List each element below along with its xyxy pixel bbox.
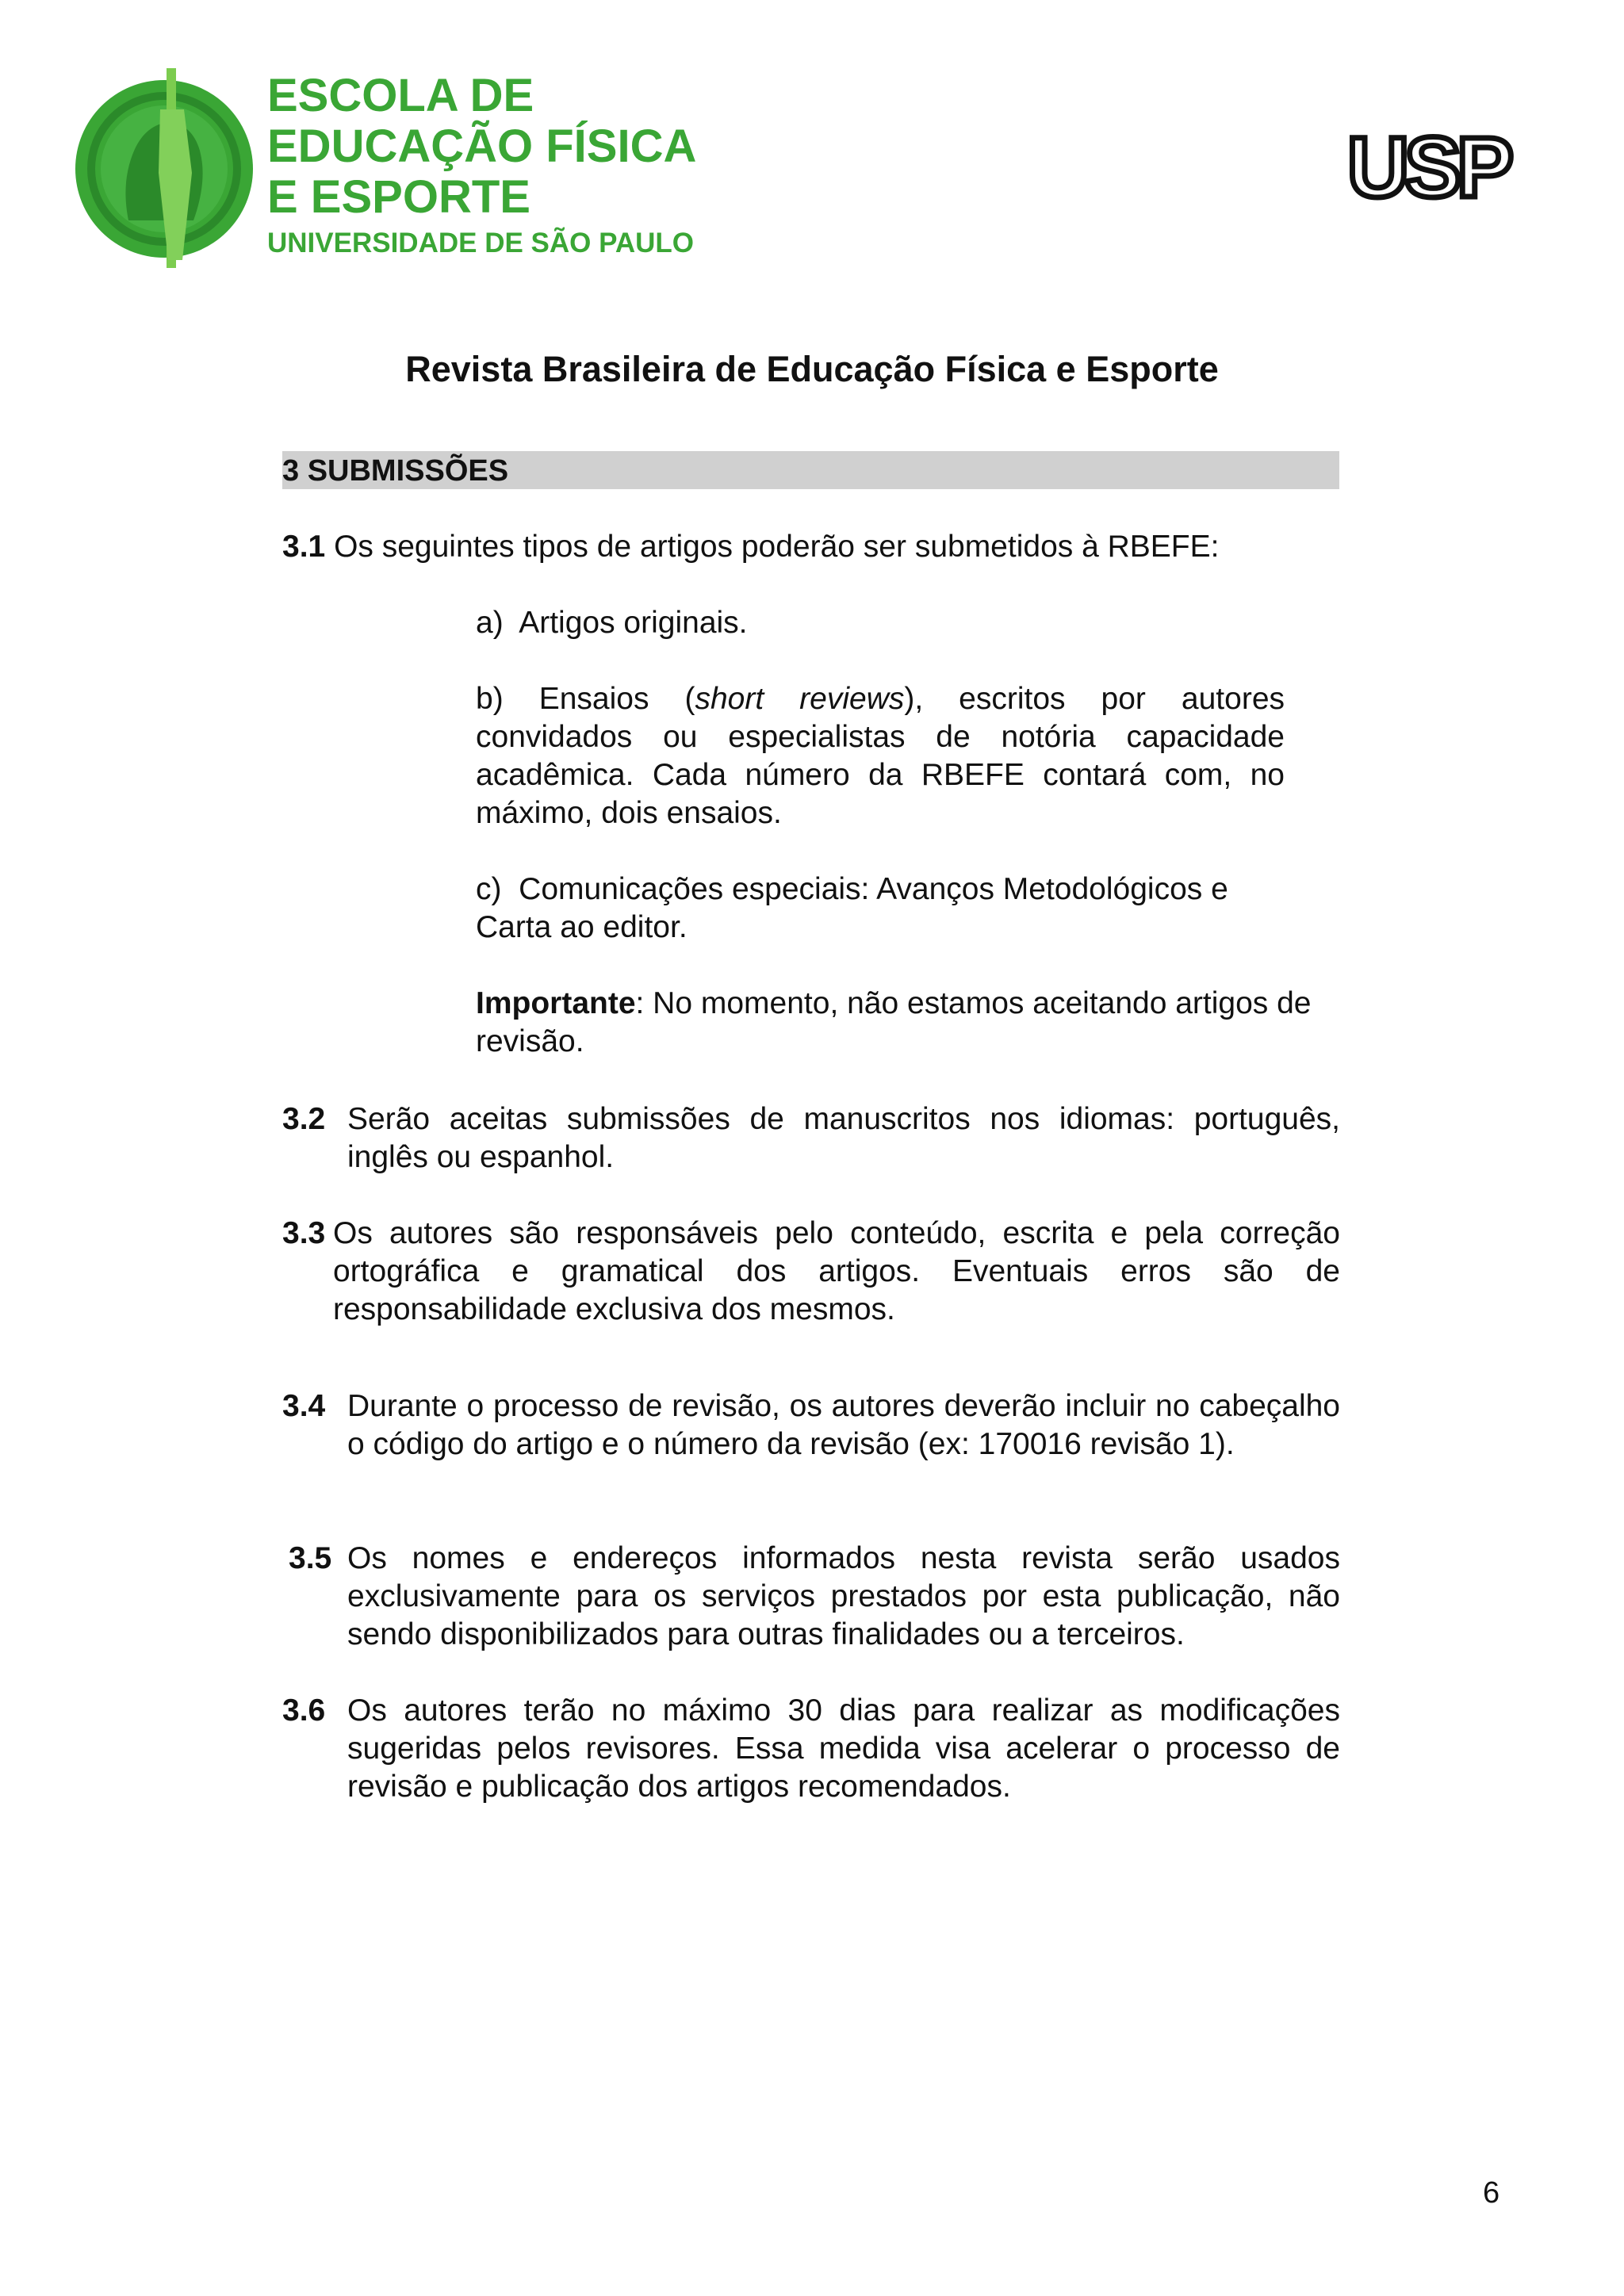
important-label: Importante <box>476 986 636 1020</box>
list-text-italic: short reviews <box>695 682 905 716</box>
svg-text:E ESPORTE: E ESPORTE <box>267 171 530 223</box>
svg-text:UNIVERSIDADE DE SÃO PAULO: UNIVERSIDADE DE SÃO PAULO <box>267 228 695 258</box>
item-3-3-number: 3.3 <box>282 1216 326 1250</box>
item-text: Os seguintes tipos de artigos poderão ser submetidos à RBEFE: <box>334 530 1220 564</box>
eefe-logo <box>73 62 697 276</box>
item-3-1 <box>282 528 1345 566</box>
important-text: : No momento, não estamos aceitando artigos de revisão. <box>476 986 1312 1058</box>
list-marker: a) <box>476 606 504 640</box>
item-3-4: Durante o processo de revisão, os autores deverão incluir no cabeçalho o código do artigo e o número da revisão (ex: 170016 revisão 1). <box>347 1389 1340 1461</box>
item-3-2: Serão aceitas submissões de manuscritos nos idiomas: português, inglês ou espanhol. <box>347 1102 1340 1174</box>
item-3-5-number: 3.5 <box>289 1541 332 1575</box>
item-3-3: Os autores são responsáveis pelo conteúdo, escrita e pela correção ortográfica e gramatical dos artigos. Eventuais erros são de responsabilidade exclusiva dos mesmos. <box>333 1216 1340 1326</box>
section-header-bar <box>282 451 1339 489</box>
list-marker: c) <box>476 872 502 906</box>
item-number: 3.1 <box>282 530 326 564</box>
list-item-b <box>476 680 1285 832</box>
svg-text:EDUCAÇÃO FÍSICA: EDUCAÇÃO FÍSICA <box>267 121 697 172</box>
page-number: 6 <box>1483 2176 1500 2210</box>
list-text-post: ), escritos por autores convidados ou especialistas de notória capacidade acadêmica. Cada número da RBEFE contará com, no máximo, dois ensaios. <box>476 682 1285 830</box>
usp-logo <box>1329 119 1527 215</box>
list-item-c <box>476 871 1285 947</box>
item-3-2-number: 3.2 <box>282 1102 326 1136</box>
list-item-a <box>476 604 1285 642</box>
list-text: Comunicações especiais: Avanços Metodológicos e Carta ao editor. <box>476 872 1228 944</box>
journal-title: Revista Brasileira de Educação Física e Esporte <box>405 349 1219 389</box>
item-3-4-number: 3.4 <box>282 1389 326 1423</box>
section-heading: 3 SUBMISSÕES <box>282 454 509 488</box>
list-text: Artigos originais. <box>519 606 748 640</box>
important-note <box>476 985 1340 1061</box>
item-3-6: Os autores terão no máximo 30 dias para realizar as modificações sugeridas pelos revisores. Essa medida visa acelerar o processo de revisão e publicação dos artigos recomendados. <box>347 1693 1340 1804</box>
svg-text:ESCOLA DE: ESCOLA DE <box>267 70 534 121</box>
list-marker: b) <box>476 682 504 716</box>
item-3-6-number: 3.6 <box>282 1693 326 1728</box>
item-3-5: Os nomes e endereços informados nesta revista serão usados exclusivamente para os serviços prestados por esta publicação, não sendo disponibilizados para outras finalidades ou a terceiros. <box>347 1541 1340 1651</box>
svg-text:USP: USP <box>1346 119 1510 215</box>
list-text-pre: Ensaios ( <box>538 682 695 716</box>
